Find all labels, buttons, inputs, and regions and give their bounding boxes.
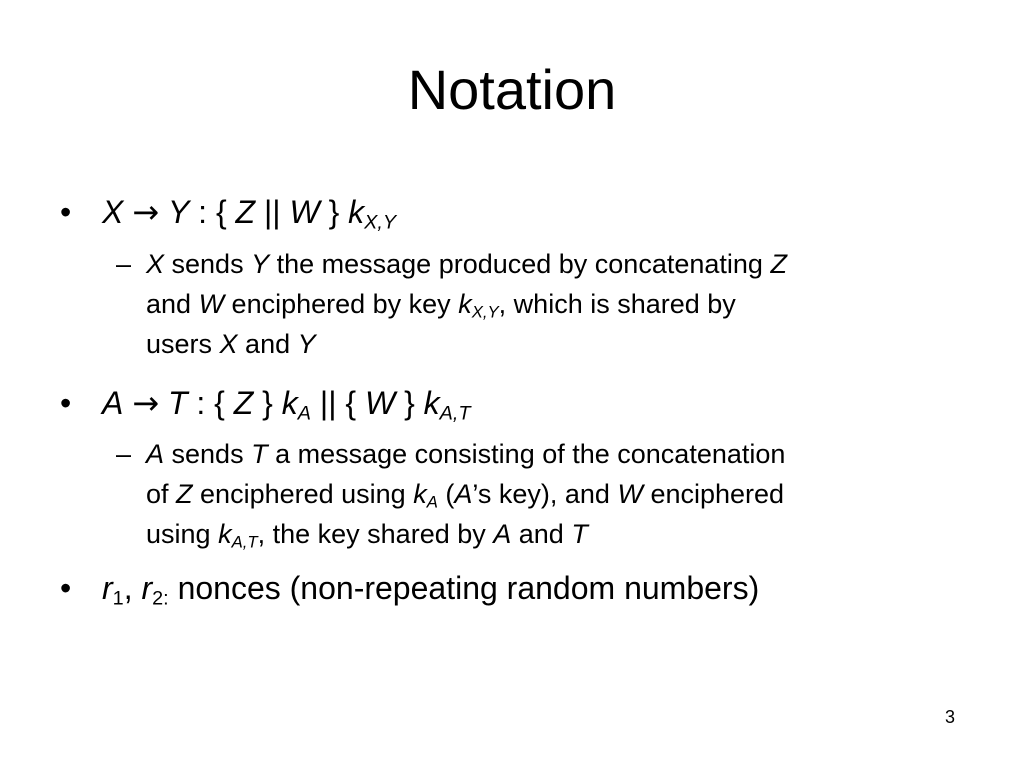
var-y: Y <box>297 329 316 359</box>
text-line <box>146 434 976 474</box>
key-subscript: A,T <box>231 532 258 552</box>
var-r1: r <box>102 570 113 606</box>
var-a: A <box>146 439 165 469</box>
key-subscript: X,Y <box>364 211 397 234</box>
sub-bullet-1-text <box>146 244 976 364</box>
bullet-marker: • <box>60 385 72 421</box>
var-t: T <box>251 439 268 469</box>
text-run: enciphered using <box>192 479 414 509</box>
key-k: k <box>423 385 440 421</box>
text-run: of <box>146 479 177 509</box>
text-run: sends <box>164 249 252 279</box>
key-subscript: A <box>297 402 311 425</box>
var-w: W <box>364 385 396 421</box>
var-w: W <box>617 479 643 509</box>
arrow-symbol: → <box>132 193 160 231</box>
text-run: ’s key), and <box>472 479 618 509</box>
var-a: A <box>454 479 473 509</box>
var-x: X <box>219 329 238 359</box>
comma: , <box>123 570 142 606</box>
var-a: A <box>102 385 124 421</box>
key-k: k <box>218 519 232 549</box>
text-run: enciphered <box>642 479 785 509</box>
key-subscript: X,Y <box>471 302 499 322</box>
text-line <box>146 514 976 554</box>
var-t: T <box>167 385 188 421</box>
var-x: X <box>146 249 165 279</box>
concat-operator: || { <box>310 385 365 421</box>
var-t: T <box>571 519 588 549</box>
var-r2: r <box>141 570 153 606</box>
r2-subscript: 2: <box>152 587 169 610</box>
r1-subscript: 1 <box>112 587 124 610</box>
var-w: W <box>198 289 225 319</box>
text-run: , which is shared by <box>498 289 736 319</box>
dash-marker: – <box>116 439 132 469</box>
text-run: , the key shared by <box>257 519 494 549</box>
text-line <box>146 474 976 514</box>
key-subscript: A <box>426 492 438 512</box>
var-z: Z <box>176 479 193 509</box>
nonces-description: nonces (non-repeating random numbers) <box>168 570 760 606</box>
var-x: X <box>102 194 124 230</box>
key-k: k <box>281 385 298 421</box>
text-line <box>146 244 976 284</box>
close-brace: } <box>395 385 424 421</box>
bullet-marker: • <box>60 194 72 230</box>
bullet-3-text <box>102 570 760 610</box>
var-w: W <box>289 194 320 230</box>
var-z: Z <box>235 194 256 230</box>
arrow-symbol: → <box>132 384 160 422</box>
text-run: ( <box>437 479 455 509</box>
var-z: Z <box>233 385 254 421</box>
bullet-marker: • <box>60 570 72 606</box>
slide-title: Notation <box>407 58 617 121</box>
text-line <box>146 324 976 364</box>
bullet-1-notation <box>102 193 397 234</box>
text-run: and <box>511 519 572 549</box>
colon-brace: : { <box>187 385 234 421</box>
sub-bullet-2-text <box>146 434 976 554</box>
concat-operator: || <box>255 194 290 230</box>
text-line <box>146 284 976 324</box>
var-z: Z <box>770 249 787 279</box>
text-run: users <box>146 329 220 359</box>
text-run: a message consisting of the concatenation <box>267 439 786 469</box>
text-run: the message produced by concatenating <box>269 249 771 279</box>
bullet-2-notation <box>102 384 471 425</box>
var-a: A <box>493 519 512 549</box>
dash-marker: – <box>116 249 132 279</box>
text-run: and <box>146 289 199 319</box>
var-y: Y <box>251 249 270 279</box>
close-brace: } <box>319 194 349 230</box>
text-run: using <box>146 519 219 549</box>
colon-brace: : { <box>189 194 236 230</box>
key-k: k <box>413 479 427 509</box>
var-y: Y <box>167 194 190 230</box>
close-brace: } <box>253 385 282 421</box>
key-k: k <box>348 194 365 230</box>
key-subscript: A,T <box>439 402 471 425</box>
text-run: and <box>237 329 298 359</box>
page-number: 3 <box>945 707 956 727</box>
text-run: sends <box>164 439 252 469</box>
key-k: k <box>458 289 472 319</box>
text-run: enciphered by key <box>224 289 459 319</box>
